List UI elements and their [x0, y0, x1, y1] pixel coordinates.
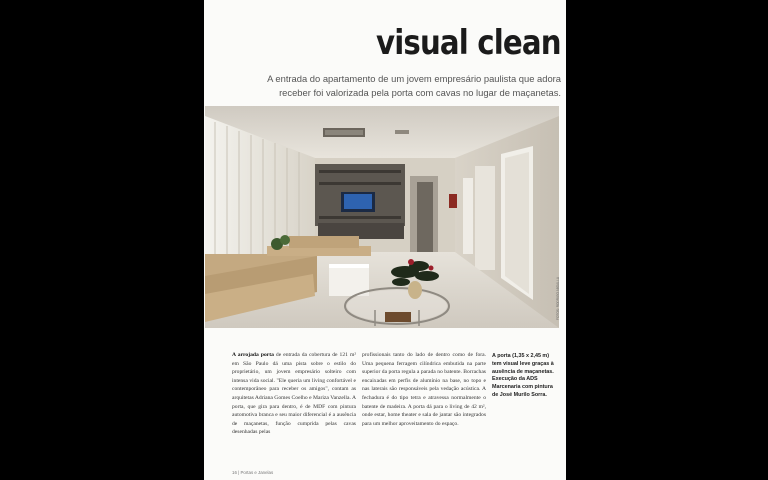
article-column-1 [232, 351, 356, 437]
living-room-photo [205, 106, 559, 328]
article-lead-in: A arrojada porta [232, 352, 274, 358]
magazine-page [204, 0, 566, 480]
article-title: visual clean [376, 23, 561, 63]
page-folio: 16 | Portas e Janelas [232, 470, 274, 475]
article-lead: A entrada do apartamento de um jovem empresário paulista que adora receber foi valorizada pela porta com cavas no lugar de maçanetas. [267, 73, 561, 98]
article-body-2: profissionais tanto do lado de dentro como de fora. Uma pequena ferragem cilíndrica embutida na parte superior da porta regula a parada no batente. Borrachas encaixadas em perfis de alumínio na base, no topo e nas laterais são responsáveis pela vedação acústica. A fechadura é do tipo tetra e atravessa normalmente o batente de madeira. A porta dá para o living de 42 m², onde estar, home theater e sala de jantar são integrados para um melhor aproveitamento do espaço. [362, 352, 486, 427]
article-body-1: de entrada da cobertura de 121 m² em São Paulo dá uma pista sobre o estilo do proprietário, um jovem empresário solteiro com intensa vida social. "Ele queria um living confortável e contemporâneo para receber os amigos", contam as arquitetas Adriana Gomes Coelho e Mariza Vanzella. A porta, que gira para dentro, é de MDF com pintura automotiva branca e seu maior diferencial é a ausência de maçanetas, função cumprida pelas cavas desenhadas pelas [232, 352, 356, 436]
living-room-illustration [205, 106, 559, 328]
photo-caption: A porta (1,35 x 2,45 m) tem visual leve graças à ausência de maçanetas. Execução da ADS Marcenaria com pintura de José Murilo Sorra. [492, 353, 554, 398]
article-column-2 [362, 351, 486, 428]
photo-credit: FOTOS: RODRIGO ABDALLA [556, 277, 560, 320]
